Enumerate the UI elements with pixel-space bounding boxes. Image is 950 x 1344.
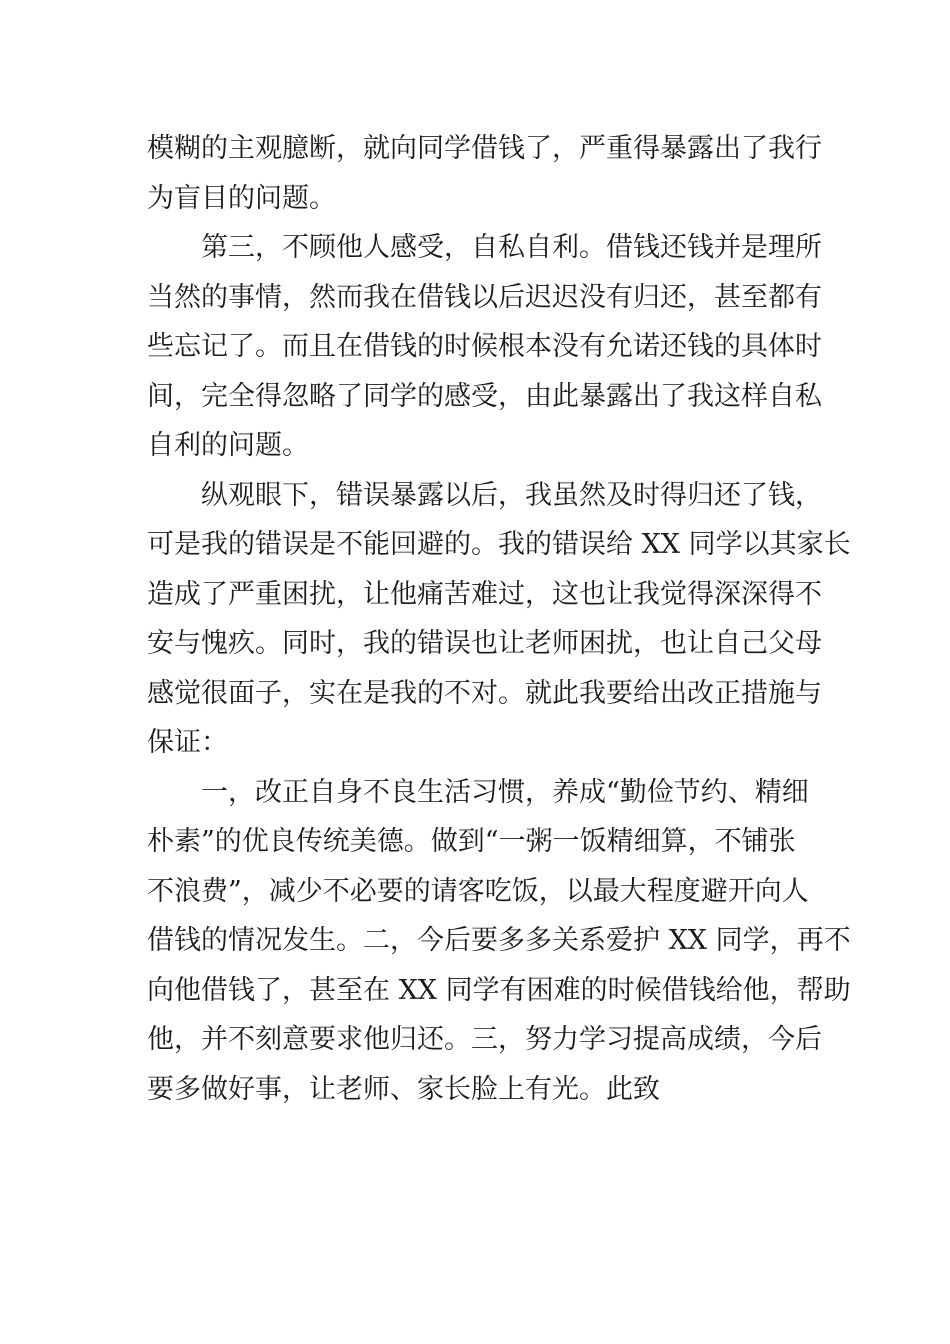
- text-line: 造成了严重困扰，让他痛苦难过，这也让我觉得深深得不: [147, 578, 822, 610]
- document-body: [147, 124, 851, 1114]
- text-line: 感觉很面子，实在是我的不对。就此我要给出改正措施与: [147, 677, 822, 709]
- paragraph-start-line: 一，改正自身不良生活习惯，养成“勤俭节约、精细: [201, 776, 809, 808]
- text-line: 可是我的错误是不能回避的。我的错误给 XX 同学以其家长: [147, 529, 851, 560]
- text-line: 要多做好事，让老师、家长脸上有光。此致: [147, 1073, 660, 1105]
- text-line: 模糊的主观臆断，就向同学借钱了，严重得暴露出了我行: [147, 133, 822, 164]
- text-line: 保证：: [147, 727, 228, 758]
- text-line: 自利的问题。: [147, 430, 309, 461]
- text-line: 借钱的情况发生。二，今后要多多关系爱护 XX 同学，再不: [147, 925, 851, 956]
- text-line: 当然的事情，然而我在借钱以后迟迟没有归还，甚至都有: [147, 281, 822, 313]
- paragraph-start-line: 第三，不顾他人感受，自私自利。借钱还钱并是理所: [201, 232, 822, 263]
- text-line: 不浪费”，减少不必要的请客吃饭，以最大程度避开向人: [147, 875, 809, 907]
- text-line: 安与愧疚。同时，我的错误也让老师困扰，也让自己父母: [147, 628, 822, 659]
- text-line: 间，完全得忽略了同学的感受，由此暴露出了我这样自私: [147, 380, 822, 412]
- text-line: 他，并不刻意要求他归还。三，努力学习提高成绩，今后: [147, 1024, 822, 1055]
- text-line: 为盲目的问题。: [147, 182, 336, 214]
- paragraph-start-line: 纵观眼下，错误暴露以后，我虽然及时得归还了钱，: [201, 479, 822, 511]
- text-line: 朴素”的优良传统美德。做到“一粥一饭精细算，不铺张: [147, 826, 796, 857]
- text-line: 些忘记了。而且在借钱的时候根本没有允诺还钱的具体时: [147, 331, 822, 362]
- text-line: 向他借钱了，甚至在 XX 同学有困难的时候借钱给他，帮助: [147, 974, 851, 1006]
